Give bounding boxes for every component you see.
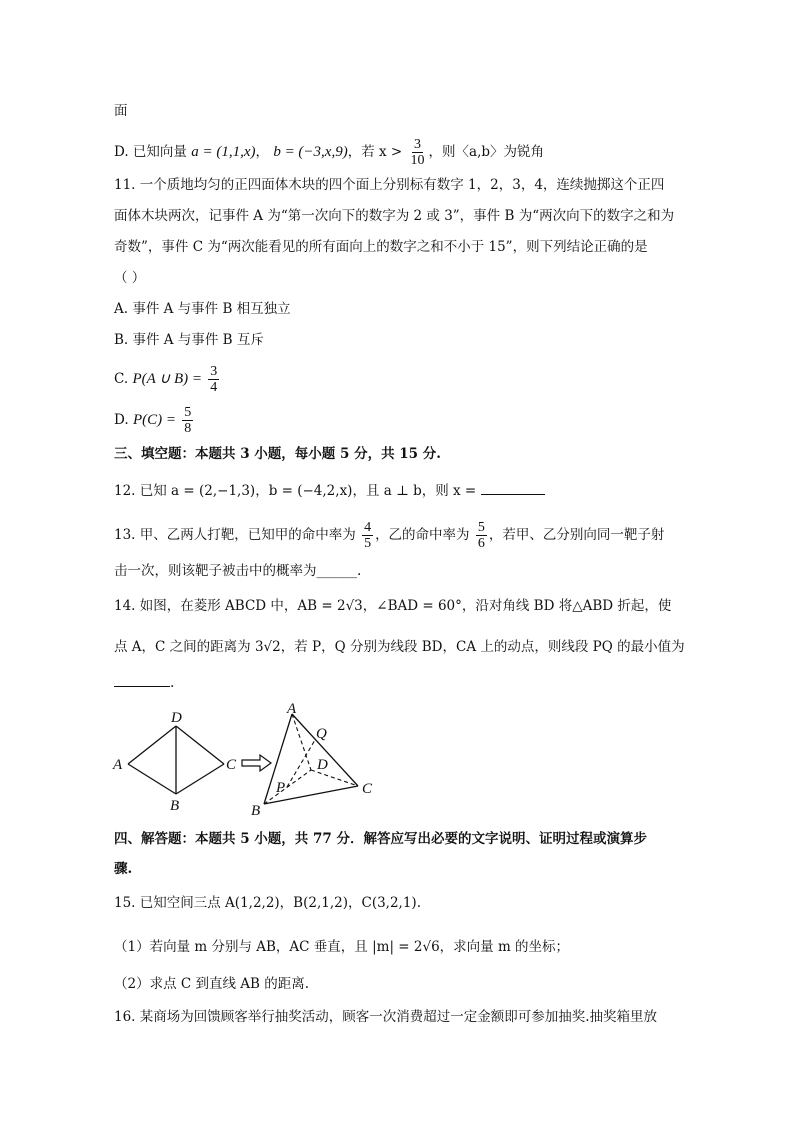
fraction-3-10: $\frac{3}{10}$ <box>410 137 425 168</box>
option-c-label: C. <box>114 371 129 387</box>
option-d-expr: P(C) = <box>132 412 176 428</box>
q12 <box>114 480 545 501</box>
q14-line-2: 点 A，C 之间的距离为 3√2，若 P，Q 分别为线段 BD，CA 上的动点，则线段 PQ 的最小值为 <box>114 639 685 655</box>
q15-part-1: （1）若向量 m 分别与 AB，AC 垂直，且 |m| = 2√6，求向量 m 的坐标； <box>114 939 570 955</box>
label-d-left: D <box>171 710 182 726</box>
q14-line-1: 14. 如图，在菱形 ABCD 中，AB = 2√3，∠BAD = 60°，沿对角线 BD 将△ABD 折起，使 <box>114 598 672 614</box>
label-a-left: A <box>113 757 123 773</box>
q11-option-b: B. 事件 A 与事件 B 互斥 <box>114 332 264 348</box>
text-line-face: 面 <box>114 103 128 119</box>
vector-a-expr: a = (1,1,x) <box>191 144 256 160</box>
q11-line-2: 面体木块两次，记事件 A 为“第一次向下的数字为 2 或 3”，事件 B 为“两次向下的数字之和为 <box>114 208 675 224</box>
q14-answer-blank: . <box>114 672 174 693</box>
conclusion-text: ，则〈a,b〉为锐角 <box>428 144 545 160</box>
q12-answer-blank <box>481 480 545 495</box>
tetrahedron-3d <box>251 701 373 819</box>
option-d-label: D. 已知向量 <box>114 144 187 160</box>
condition-text: ，若 x > <box>347 144 403 160</box>
q11-option-a: A. 事件 A 与事件 B 相互独立 <box>114 301 291 317</box>
fraction-5-6: $\frac{5}{6}$ <box>477 520 485 551</box>
label-b-left: B <box>170 798 180 814</box>
rhombus-fold-figure <box>108 700 388 820</box>
q13-line-1 <box>114 520 664 551</box>
q13-post: ，若甲、乙分别向同一靶子射 <box>488 527 665 543</box>
q12-text: 12. 已知 a = (2,−1,3)，b = (−4,2,x)，且 a ⊥ b，则 x = <box>114 483 477 499</box>
rhombus-planar <box>112 710 237 814</box>
section-4-heading-line-1: 四、解答题：本题共 5 小题，共 77 分．解答应写出必要的文字说明、证明过程或演算步 <box>114 831 647 847</box>
q13-line-2: 击一次，则该靶子被击中的概率为______. <box>114 563 362 579</box>
label-q: Q <box>316 726 327 742</box>
fold-arrow-icon <box>242 755 271 771</box>
section-4-heading-line-2: 骤. <box>114 861 133 877</box>
fraction-4-5: $\frac{4}{5}$ <box>364 520 372 551</box>
q11-line-1: 11. 一个质地均匀的正四面体木块的四个面上分别标有数字 1，2，3，4，连续抛掷这个正四 <box>114 177 665 193</box>
q16: 16. 某商场为回馈顾客举行抽奖活动，顾客一次消费超过一定金额即可参加抽奖.抽奖箱里放 <box>114 1009 658 1025</box>
option-d-label-q11: D. <box>114 412 129 428</box>
fraction-3-4: $\frac{3}{4}$ <box>210 364 218 395</box>
label-a-right: A <box>287 701 297 717</box>
q13-mid: ，乙的命中率为 <box>375 527 470 543</box>
q15: 15. 已知空间三点 A(1,2,2)，B(2,1,2)，C(3,2,1). <box>114 895 421 911</box>
option-c-expr: P(A ∪ B) = <box>132 371 202 387</box>
label-c-right: C <box>362 781 373 797</box>
q15-part-2: （2）求点 C 到直线 AB 的距离. <box>114 976 310 992</box>
q11-line-3: 奇数”，事件 C 为“两次能看见的所有面向上的数字之和不小于 15”，则下列结论正确的是 <box>114 239 648 255</box>
label-p: P <box>276 780 286 796</box>
q11-option-c <box>114 364 221 395</box>
q13-pre: 13. 甲、乙两人打靶，已知甲的命中率为 <box>114 527 356 543</box>
q11-option-d <box>114 405 195 436</box>
fraction-5-8: $\frac{5}{8}$ <box>184 405 192 436</box>
label-d-right: D <box>317 757 328 773</box>
label-c-left: C <box>226 757 237 773</box>
label-b-right: B <box>251 803 261 819</box>
vector-b-expr: b = (−3,x,9) <box>273 144 348 160</box>
section-3-heading: 三、填空题：本题共 3 小题，每小题 5 分，共 15 分. <box>114 446 441 462</box>
q11-line-4: （ ） <box>114 270 146 286</box>
option-d-q10: D. 已知向量 a = (1,1,x)， b = (−3,x,9)，若 x > $\frac{3}{10}$ ，则〈a,b〉为锐角 <box>114 137 545 168</box>
